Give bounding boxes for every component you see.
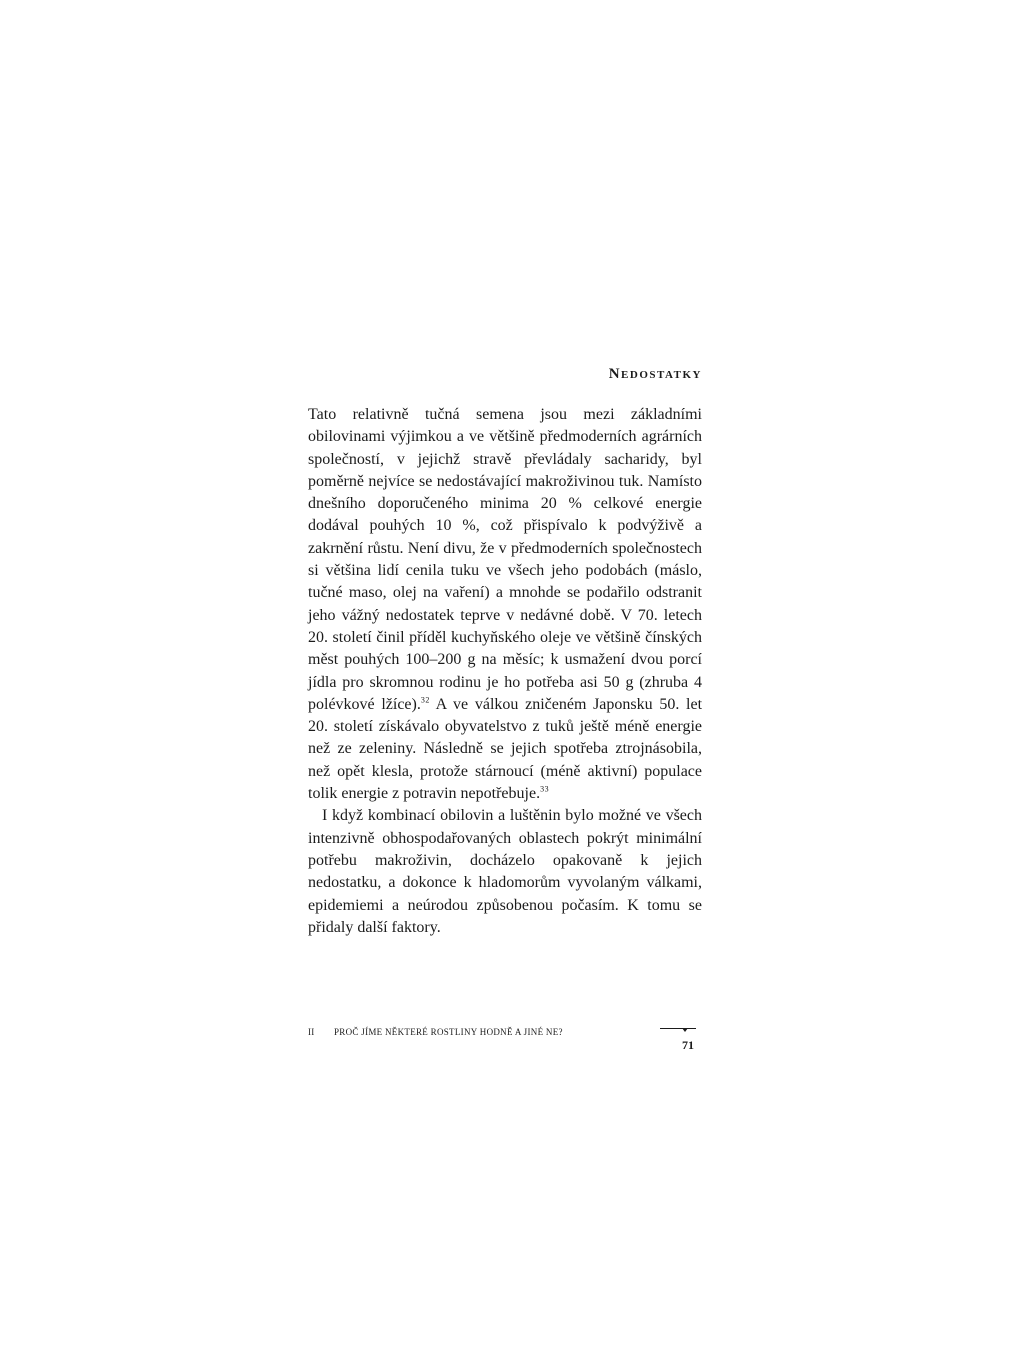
- footer-chapter-number: II: [308, 1027, 315, 1037]
- footnote-reference: 33: [540, 784, 550, 794]
- page-number: 71: [682, 1038, 694, 1052]
- running-footer: [308, 1024, 702, 1064]
- footnote-reference: 32: [420, 695, 430, 705]
- section-heading: Nedostatky: [608, 366, 702, 382]
- body-text: [308, 404, 702, 939]
- paragraph-text: Tato relativně tučná semena jsou mezi základními obilovinami výjimkou a ve většině předmoderních agrárních společností, v jejichž stravě převládaly sacharidy, byl poměrně nejvíce se nedostávající makroživinou tuk. Namísto dnešního doporučeného minima 20 % celkové energie dodával pouhých 10 %, což přispívalo k podvýživě a zakrnění růstu. Není divu, že v předmoderních společnostech si většina lidí cenila tuku ve všech jeho podobách (máslo, tučné maso, olej na vaření) a mnohde se podařilo odstranit jeho vážný nedostatek teprve v nedávné době. V 70. letech 20. století činil příděl kuchyňského oleje ve většině čínských měst pouhých 100–200 g na měsíc; k usmažení dvou porcí jídla pro skromnou rodinu je ho potřeba asi 50 g (zhruba 4 polévkové lžíce).: [308, 406, 702, 713]
- footer-chapter-title: PROČ JÍME NĚKTERÉ ROSTLINY HODNĚ A JINÉ NE?: [334, 1027, 563, 1037]
- paragraph-text: I když kombinací obilovin a luštěnin bylo možné ve všech intenzivně obhospodařovaných oblastech pokrýt minimální potřebu makroživin, docházelo opakovaně k jejich nedostatku, a dokonce k hladomorům vyvolaným válkami, epidemiemi a neúrodou způsobenou počasím. K tomu se přidaly další faktory.: [308, 807, 702, 936]
- footer-marker-icon: [682, 1028, 688, 1032]
- footer-rule: [660, 1028, 696, 1029]
- paragraph: [308, 805, 702, 939]
- paragraph: [308, 404, 702, 805]
- paragraph-text: A ve válkou zničeném Japonsku 50. let 20. století získávalo obyvatelstvo z tuků ještě méně energie než ze zeleniny. Následně se jejich spotřeba ztrojnásobila, než opět klesla, protože stárnoucí (méně aktivní) populace tolik energie z potravin nepotřebuje.: [308, 695, 703, 803]
